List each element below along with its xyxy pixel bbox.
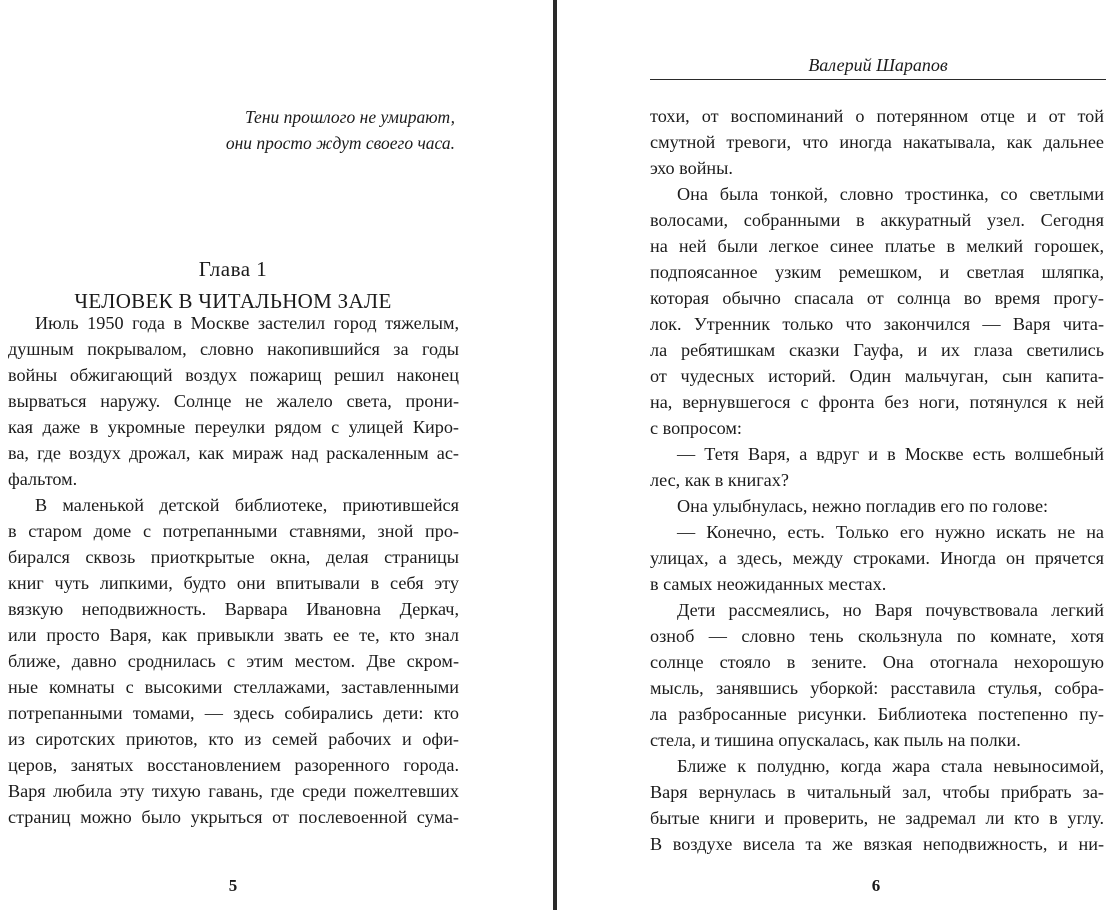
text-line: в старом доме с потрепанными ставнями, зной про- <box>8 521 459 541</box>
page-number: 6 <box>871 876 881 895</box>
right-body-text <box>650 103 1104 857</box>
text-line: солнце стояло в зените. Она отогнала нехорошую <box>650 652 1104 672</box>
text-line: Ближе к полудню, когда жара стала невыносимой, <box>677 756 1104 776</box>
epigraph-line: они просто ждут своего часа. <box>225 133 455 153</box>
text-line: ближе, давно сроднилась с этим местом. Две скром- <box>8 651 459 671</box>
text-line: эхо войны. <box>650 158 733 178</box>
text-line: из сиротских приютов, кто из семей рабочих и офи- <box>8 729 459 749</box>
text-line: страниц можно было укрыться от послевоенной сума- <box>8 807 459 827</box>
text-line: в самых неожиданных местах. <box>650 574 887 594</box>
text-line: ные комнаты с высокими стеллажами, заставленными <box>8 677 459 697</box>
text-line: смутной тревоги, что иногда накатывала, как дальнее <box>650 132 1104 152</box>
text-line: на, вернувшегося с фронта без ноги, потянулся к ней <box>650 392 1104 412</box>
page-number: 5 <box>228 876 238 895</box>
text-line: Варя любила эту тихую гавань, где среди пожелтевших <box>8 781 459 801</box>
text-line: душным покрывалом, словно накопившийся за годы <box>8 339 459 359</box>
text-line: лес, как в книгах? <box>650 470 789 490</box>
text-line: ла ребятишкам сказки Гауфа, и их глаза светились <box>650 340 1104 360</box>
text-line: Дети рассмеялись, но Варя почувствовала легкий <box>677 600 1104 620</box>
text-line: улицах, а здесь, между строками. Иногда он прячется <box>650 548 1104 568</box>
chapter-title: ЧЕЛОВЕК В ЧИТАЛЬНОМ ЗАЛЕ <box>74 289 392 313</box>
text-line: или просто Варя, как привыкли звать ее те, кто знал <box>8 625 459 645</box>
text-line: В воздухе висела та же вязкая неподвижность, и ни- <box>650 834 1104 854</box>
text-line: церов, занятых восстановлением разоренного города. <box>8 755 459 775</box>
right-page <box>557 0 1106 910</box>
epigraph-line: Тени прошлого не умирают, <box>244 107 455 127</box>
text-line: озноб — словно тень скользнула по комнате, хотя <box>650 626 1104 646</box>
text-line: бытые книги и проверить, не задремал ли кто в углу. <box>650 808 1104 828</box>
text-line: Июль 1950 года в Москве застелил город тяжелым, <box>35 313 459 333</box>
text-line: ла разбросанные рисунки. Библиотека постепенно пу- <box>650 704 1104 724</box>
text-line: — Тетя Варя, а вдруг и в Москве есть волшебный <box>677 444 1104 464</box>
text-line: Варя вернулась в читальный зал, чтобы прибрать за- <box>650 782 1104 802</box>
left-body-text <box>8 310 459 830</box>
text-line: стела, и тишина опускалась, как пыль на полки. <box>650 730 1021 750</box>
text-line: фальтом. <box>8 469 78 489</box>
text-line: лок. Утренник только что закончился — Варя чита- <box>650 314 1104 334</box>
text-line: вязкую неподвижность. Варвара Ивановна Деркач, <box>8 599 459 619</box>
text-line: подпоясанное узким ремешком, и светлая шляпка, <box>650 262 1104 282</box>
text-line: от чудесных историй. Один мальчуган, сын капита- <box>650 366 1104 386</box>
text-line: — Конечно, есть. Только его нужно искать не на <box>677 522 1104 542</box>
running-head-author: Валерий Шарапов <box>808 55 948 75</box>
text-line: Она была тонкой, словно тростинка, со светлыми <box>677 184 1104 204</box>
text-line: с вопросом: <box>650 418 742 438</box>
text-line: волосами, собранными в аккуратный узел. Сегодня <box>650 210 1104 230</box>
text-line: Она улыбнулась, нежно погладив его по голове: <box>677 496 1049 516</box>
text-line: вырваться наружу. Солнце не жалело света, прони- <box>8 391 459 411</box>
text-line: книг чуть липкими, будто они впитывали в себя эту <box>8 573 459 593</box>
text-line: ва, где воздух дрожал, как мираж над раскаленным ас- <box>8 443 459 463</box>
epigraph <box>150 104 455 156</box>
text-line: В маленькой детской библиотеке, приютившейся <box>35 495 459 515</box>
header-rule <box>650 79 1106 80</box>
text-line: мысль, занявшись уборкой: расставила стулья, собра- <box>650 678 1104 698</box>
text-line: войны обжигающий воздух пожарищ решил наконец <box>8 365 459 385</box>
text-line: кая даже в укромные переулки рядом с улицей Киро- <box>8 417 459 437</box>
text-line: тохи, от воспоминаний о потерянном отце и от той <box>650 106 1104 126</box>
text-line: которая обычно спасала от солнца во время прогу- <box>650 288 1104 308</box>
text-line: потрепанными томами, — здесь собирались дети: кто <box>8 703 459 723</box>
chapter-label: Глава 1 <box>198 257 268 281</box>
text-line: бирался сквозь приоткрытые окна, делая страницы <box>8 547 459 567</box>
text-line: на ней были легкое синее платье в мелкий горошек, <box>650 236 1104 256</box>
